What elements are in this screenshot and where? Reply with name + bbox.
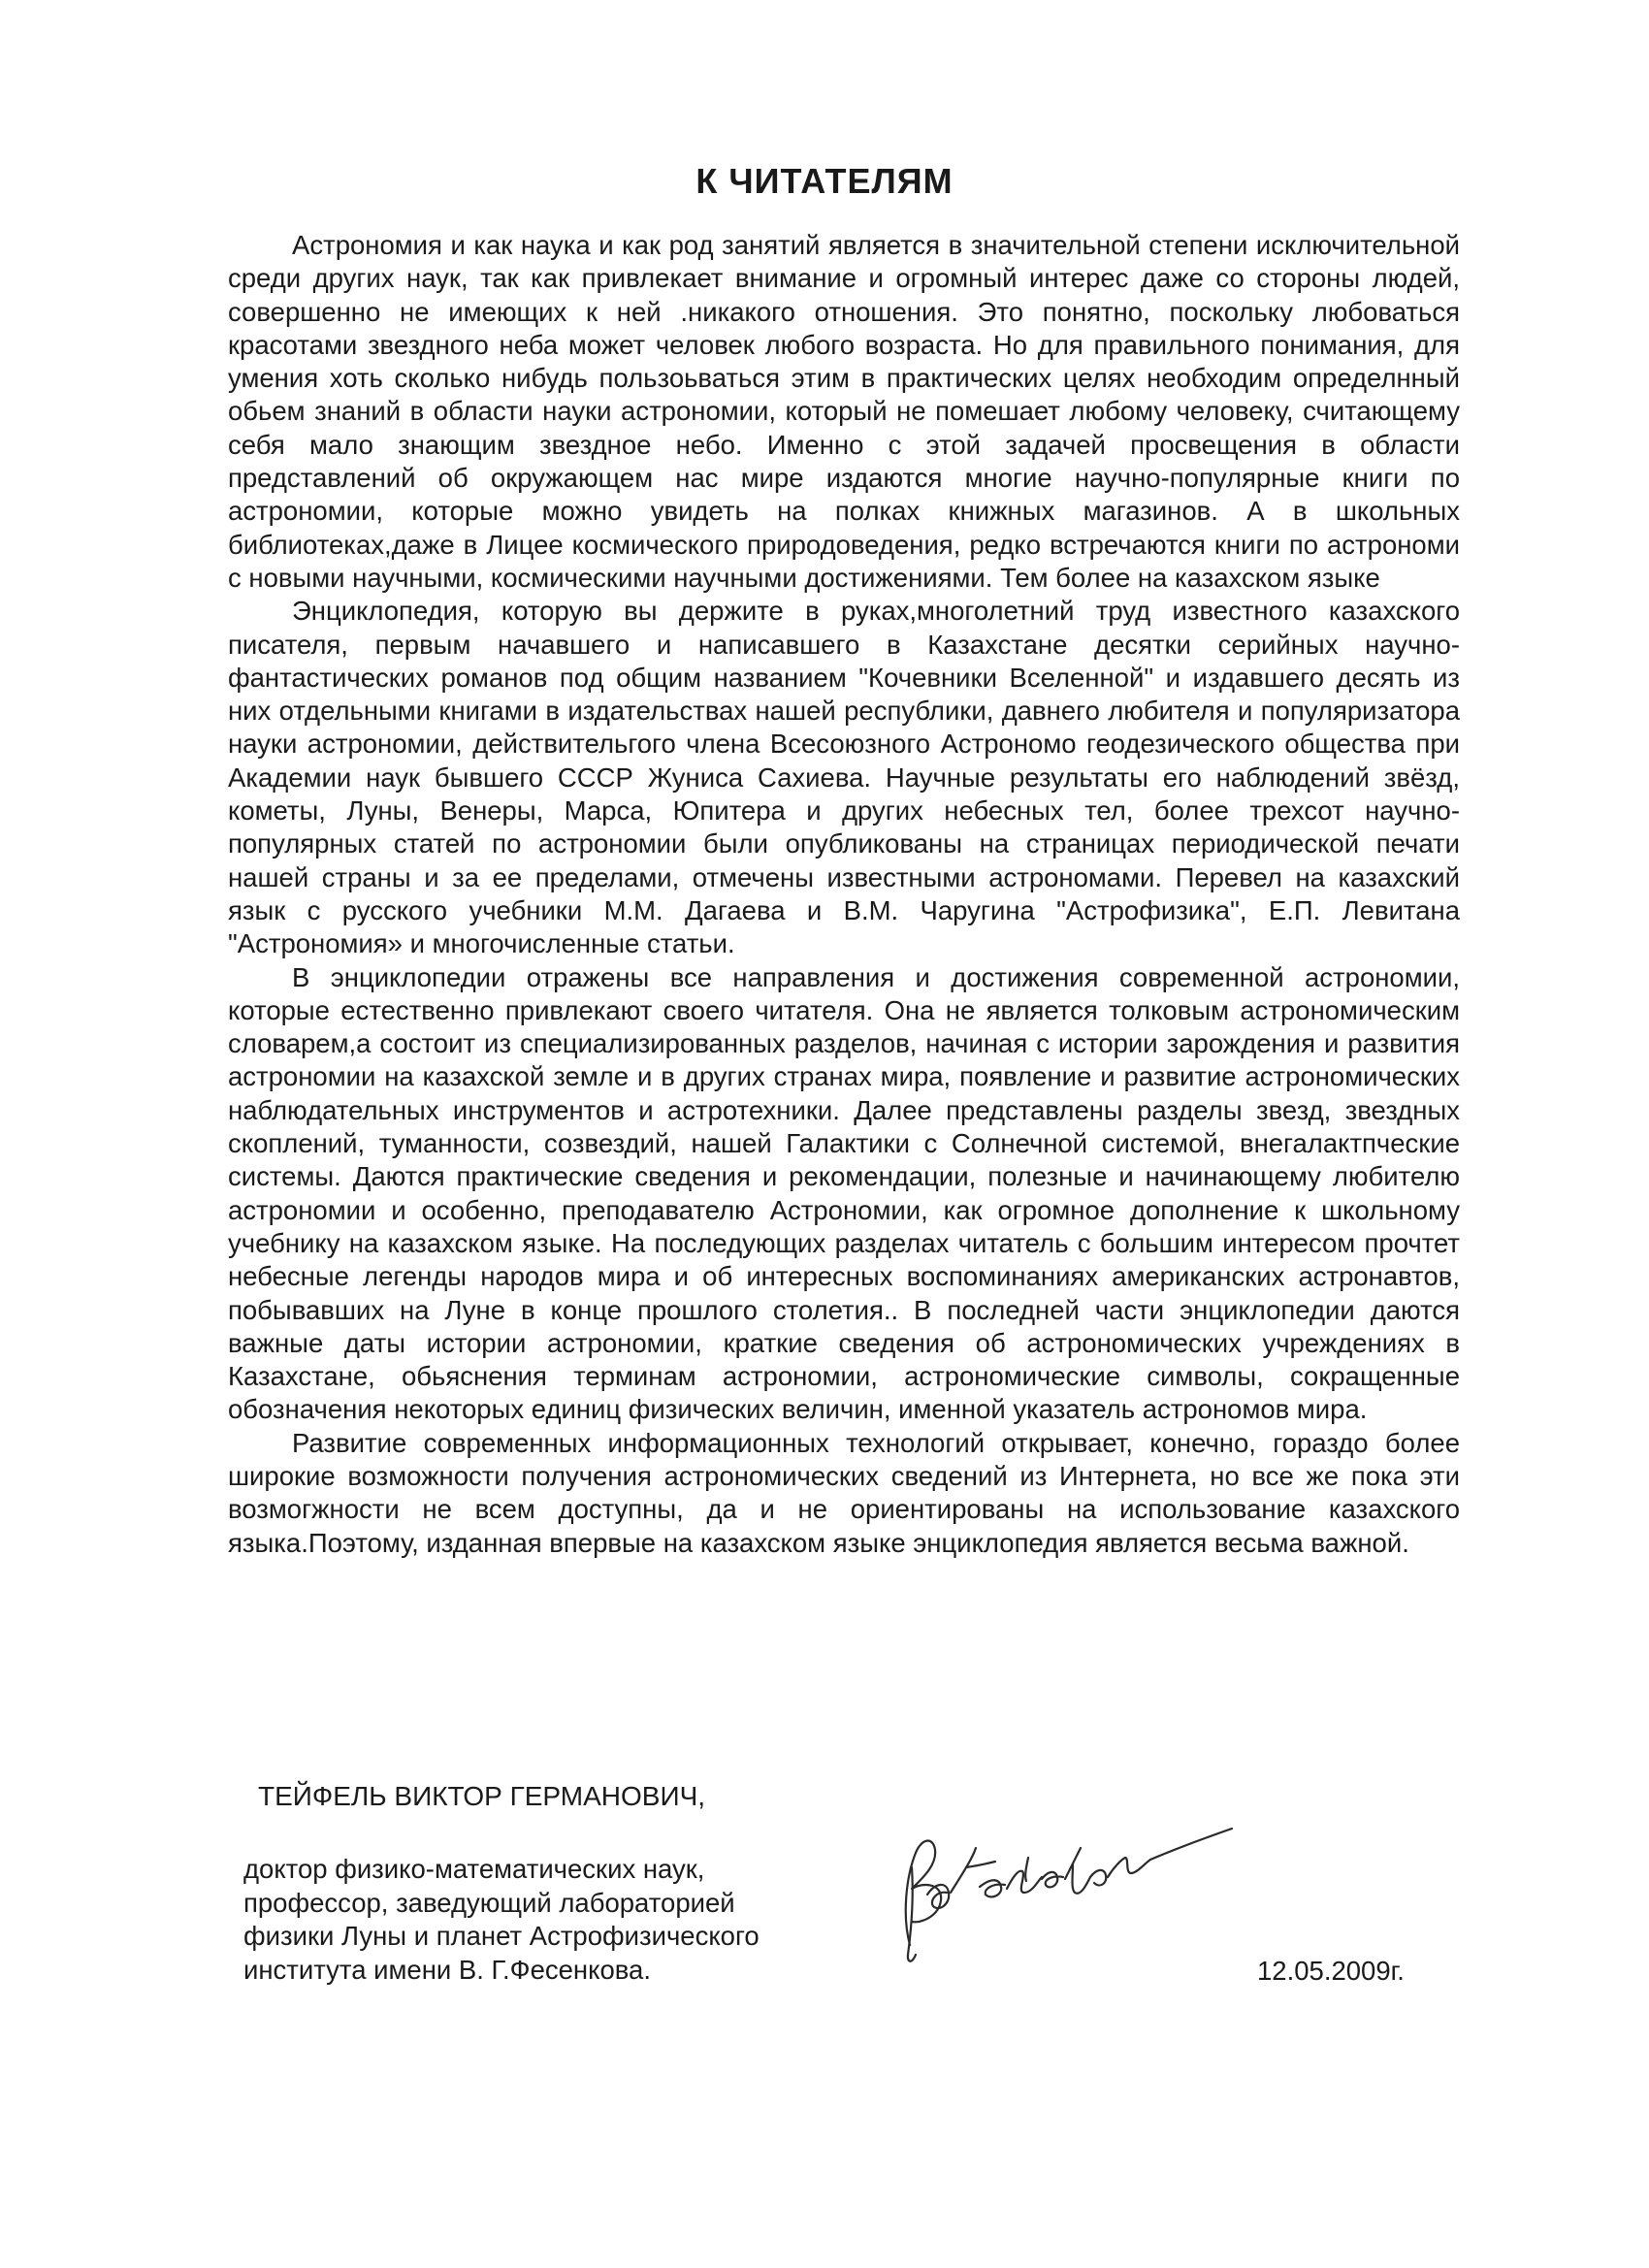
credential-line: института имени В. Г.Фесенкова. [243, 1954, 651, 1985]
credential-line: доктор физико-математических наук, [243, 1854, 705, 1884]
author-name: ТЕЙФЕЛЬ ВИКТОР ГЕРМАНОВИЧ, [258, 1781, 706, 1811]
document-date: 12.05.2009г. [1257, 1956, 1405, 1986]
paragraph: Развитие современных информационных технологий открывает, конечно, гораздо более широкие возможности получения астрономических сведений из Интернета, но все же пока эти возмогжности не всем доступны, да и не ориентированы на использование казахского языка.Поэтому, изданная впервые на казахском языке энциклопедия является весьма важной. [228, 1427, 1460, 1558]
paragraph: Энциклопедия, которую вы держите в руках,многолетний труд известного казахского писателя, первым начавшего и написавшего в Казахстане десятки серийных научно-фантастических романов под общим названием "Кочевники Вселенной" и издавшего десять из них отдельными книгами в издательствах нашей республики, давнего любителя и популяризатора науки астрономии, действительгого члена Всесоюзного Астрономо геодезического общества при Академии наук бывшего СССР Жуниса Сахиева. Научные результаты его наблюдений звёзд, кометы, Луны, Венеры, Марса, Юпитера и других небесных тел, более трехсот научно-популярных статей по астрономии были опубликованы на страницах периодической печати нашей страны и за ее пределами, отмечены известными астрономами. Перевел на казахский язык с русского учебники М.М. Дагаева и В.М. Чаругина "Астрофизика", Е.П. Левитана "Астрономия» и многочисленные статьи. [228, 596, 1460, 959]
body-text [228, 229, 1460, 1560]
handwritten-signature [883, 1799, 1251, 1984]
credential-line: профессор, заведующий лабораторией [243, 1887, 735, 1918]
credential-line: физики Луны и планет Астрофизического [243, 1921, 760, 1951]
author-credentials [243, 1853, 845, 1987]
page-title: К ЧИТАТЕЛЯМ [695, 161, 954, 201]
paragraph: В энциклопедии отражены все направления и достижения современной астрономии, которые естественно привлекают своего читателя. Она не является толковым астрономическим словарем,а состоит из специализированных разделов, начиная с истории зарождения и развития астрономии на казахской земле и в других странах мира, появление и развитие астрономических наблюдательных инструментов и астротехники. Далее представлены разделы звезд, звездных скоплений, туманности, созвездий, нашей Галактики с Солнечной системой, внегалактпческие системы. Даются практические сведения и рекомендации, полезные и начинающему любителю астрономии и особенно, преподавателю Астрономии, как огромное дополнение к школьному учебнику на казахском языке. На последующих разделах читатель с большим интересом прочтет небесные легенды народов мира и об интересных воспоминаниях американских астронавтов, побывавших на Луне в конце прошлого столетия.. В последней части энциклопедии даются важные даты истории астрономии, краткие сведения об астрономических учреждениях в Казахстане, обьяснения терминам астрономии, астрономические символы, сокращенные обозначения некоторых единиц физических величин, именной указатель астрономов мира. [228, 961, 1460, 1425]
paragraph: Астрономия и как наука и как род занятий является в значительной степени исключительной среди других наук, так как привлекает внимание и огромный интерес даже со стороны людей, совершенно не имеющих к ней .никакого отношения. Это понятно, поскольку любоваться красотами звездного неба может человек любого возраста. Но для правильного понимания, для умения хоть сколько нибудь пользоьваться этим в практических целях необходим определнный обьем знаний в области науки астрономии, который не помешает любому человеку, считающему себя мало знающим звездное небо. Именно с этой задачей просвещения в области представлений об окружающем нас мире издаются многие научно-популярные книги по астрономии, которые можно увидеть на полках книжных магазинов. А в школьных библиотеках,даже в Лицее космического природоведения, редко встречаются книги по астрономи с новыми научными, космическими научными достижениями. Тем более на казахском языке [228, 230, 1460, 593]
